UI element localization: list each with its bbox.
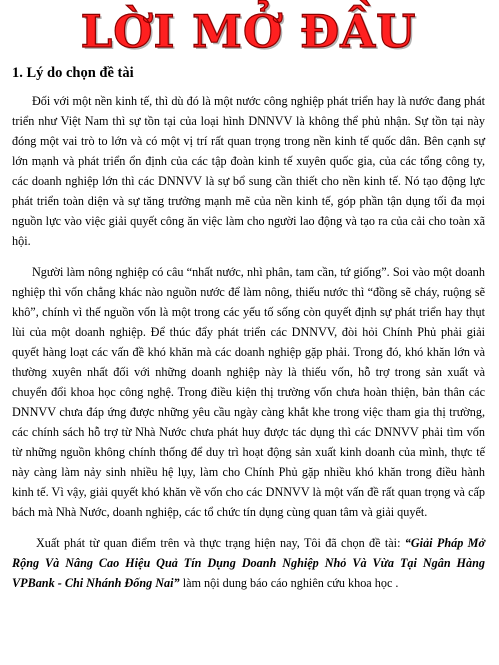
page-title: LỜI MỞ ĐẦU — [80, 5, 417, 58]
paragraph-3-lead: Xuất phát từ quan điểm trên và thực trạng hiện nay, Tôi đã chọn đề tài: — [36, 536, 405, 550]
paragraph-2: Người làm nông nghiệp có câu “nhất nước, nhì phân, tam cần, tứ giống”. Soi vào một doanh nghiệp thì vốn chẳng khác nào nguồn nước để làm nông, thiếu nước thì “đồng sẽ cháy, ruộng sẽ khô”, chính vì thế nguồn vốn là một trong các yếu tố sống còn quyết định sự phát triển hay thụt lùi của một doanh nghiệp. Để thúc đẩy phát triển các DNNVV, đòi hỏi Chính Phủ phải giải quyết hàng loạt các vấn đề khó khăn mà các doanh nghiệp gặp phải. Trong đó, khó khăn lớn và thường xuyên nhất đối với những doanh nghiệp này là thiếu vốn, hỗ trợ trong sản xuất và chuyển đổi khoa học công nghệ. Trong điều kiện thị trường vốn chưa hoàn thiện, bản thân các DNNVV chưa đáp ứng được những yêu cầu ngày càng khắt khe trong việc tham gia thị trường, các chính sách hỗ trợ từ Nhà Nước chưa phát huy được tác dụng thì các DNNVV phải tìm vốn từ những nguồn không chính thống để duy trì hoạt động sản xuất kinh doanh của mình, thực tế này càng làm nảy sinh nhiều hệ lụy, làm cho Chính Phủ gặp nhiều khó khăn trong điều hành kinh tế. Vì vậy, giải quyết khó khăn về vốn cho các DNNVV là một vấn đề rất quan trọng và cấp bách mà Nhà Nước, doanh nghiệp, các tổ chức tín dụng cùng quan tâm và giải quyết. — [12, 265, 485, 519]
paragraph-3 — [12, 533, 485, 593]
section-heading: 1. Lý do chọn đề tài — [12, 65, 134, 81]
research-topic-title: “Giải Pháp Mở Rộng Và Nâng Cao Hiệu Quả Tín Dụng Doanh Nghiệp Nhỏ Và Vừa Tại Ngân Hàng VPBank - Chi Nhánh Đống Nai” — [12, 536, 485, 590]
paragraph-3-tail: làm nội dung báo cáo nghiên cứu khoa học . — [179, 576, 399, 590]
paragraph-1: Đối với một nền kinh tế, thì dù đó là một nước công nghiệp phát triển hay là nước đang phát triển như Việt Nam thì sự tồn tại của loại hình DNNVV là không thể phủ nhận. Sự tồn tại này đóng một vai trò to lớn và có một vị trí rất quan trọng trong nền kinh tế quốc dân. Bên cạnh sự lớn mạnh và phát triển ổn định của các tập đoàn kinh tế xuyên quốc gia, của các tổng công ty, các doanh nghiệp lớn thì các DNNVV là sự bổ sung cần thiết cho nền kinh tế. Nó tạo động lực phát triển toàn diện và sự tăng trưởng mạnh mẽ của nền kinh tế, góp phần tận dụng tối đa mọi nguồn lực vào việc giải quyết công ăn việc làm cho người lao động và tạo ra của cải cho toàn xã hội. — [12, 94, 485, 248]
